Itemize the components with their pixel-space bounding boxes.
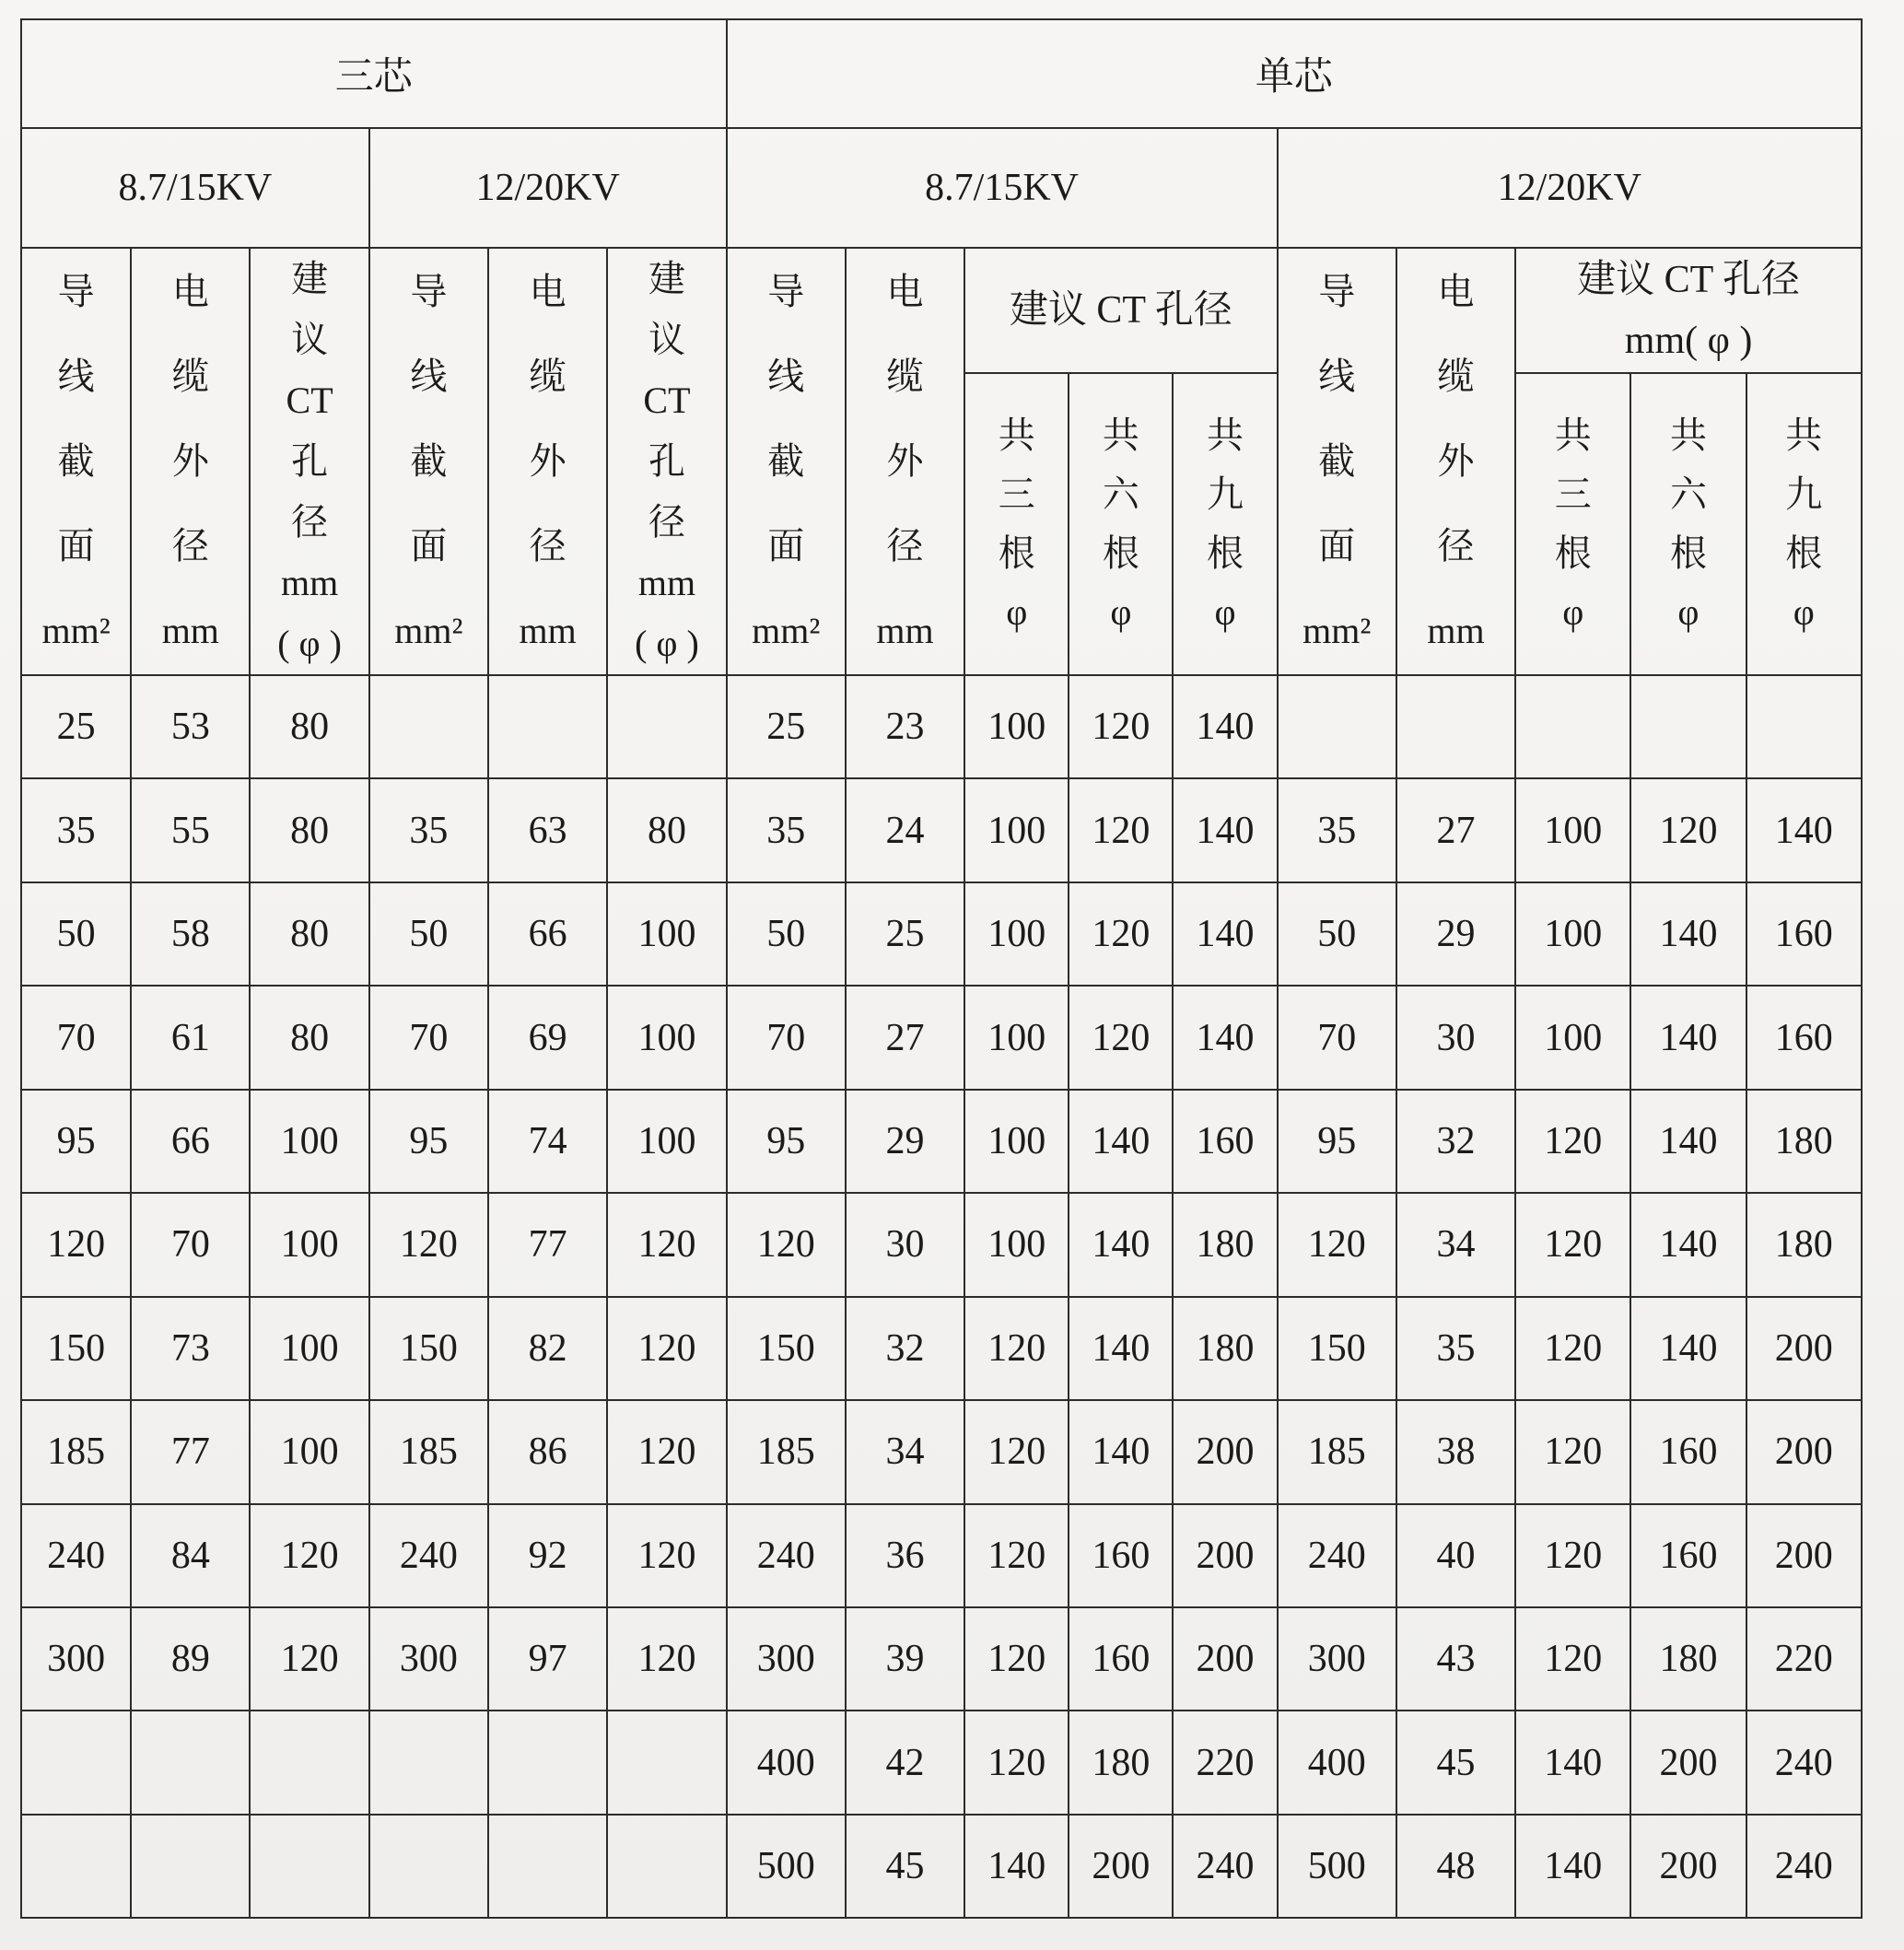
table-cell: [369, 1711, 488, 1814]
table-cell: 27: [1396, 778, 1515, 882]
table-cell: 140: [1069, 1090, 1173, 1193]
table-cell: 240: [369, 1504, 488, 1607]
table-cell: 30: [1396, 986, 1515, 1089]
ct-hole-header: 建 议 CT 孔 径 mm ( φ ): [250, 248, 368, 675]
table-cell: 100: [964, 1193, 1069, 1296]
table-cell: 120: [964, 1297, 1069, 1400]
table-row: [21, 778, 1862, 882]
table-cell: 100: [250, 1400, 368, 1503]
table-cell: 300: [369, 1607, 488, 1711]
table-cell: 55: [131, 778, 250, 882]
table-cell: 27: [846, 986, 964, 1089]
table-cell: 120: [21, 1193, 131, 1296]
nine-cables-header: 共 九 根 φ: [1746, 373, 1862, 675]
table-cell: 80: [607, 778, 726, 882]
conductor-section-header: 导 线 截 面 mm²: [369, 248, 488, 675]
table-row: [21, 986, 1862, 1089]
table-cell: [1278, 675, 1396, 778]
table-cell: [488, 1815, 607, 1918]
table-cell: 200: [1173, 1400, 1277, 1503]
table-cell: 240: [21, 1504, 131, 1607]
table-cell: [21, 1815, 131, 1918]
table-cell: 400: [1278, 1711, 1396, 1814]
table-cell: 100: [964, 675, 1069, 778]
table-cell: [1630, 675, 1746, 778]
table-cell: 150: [369, 1297, 488, 1400]
table-cell: 180: [1746, 1193, 1862, 1296]
table-cell: 53: [131, 675, 250, 778]
three-core-voltage-8-7-15kv: 8.7/15KV: [21, 128, 369, 248]
table-cell: 185: [369, 1400, 488, 1503]
table-cell: 120: [1069, 882, 1173, 986]
table-cell: 42: [846, 1711, 964, 1814]
table-cell: 120: [1515, 1607, 1630, 1711]
table-cell: [131, 1815, 250, 1918]
table-cell: 180: [1630, 1607, 1746, 1711]
table-cell: 39: [846, 1607, 964, 1711]
table-cell: 240: [1173, 1815, 1277, 1918]
table-cell: 120: [607, 1607, 726, 1711]
table-cell: 100: [1515, 882, 1630, 986]
table-cell: 200: [1630, 1815, 1746, 1918]
table-row: [21, 1297, 1862, 1400]
conductor-section-header: 导 线 截 面 mm²: [1278, 248, 1396, 675]
table-cell: 80: [250, 675, 368, 778]
table-cell: [488, 675, 607, 778]
table-cell: 48: [1396, 1815, 1515, 1918]
table-cell: 70: [369, 986, 488, 1089]
table-cell: 38: [1396, 1400, 1515, 1503]
table-cell: 140: [1069, 1297, 1173, 1400]
table-cell: 77: [131, 1400, 250, 1503]
table-cell: 77: [488, 1193, 607, 1296]
table-cell: 180: [1069, 1711, 1173, 1814]
table-cell: 66: [131, 1090, 250, 1193]
table-cell: 35: [369, 778, 488, 882]
table-cell: 200: [1746, 1504, 1862, 1607]
single-core-header: 单芯: [727, 19, 1862, 128]
table-cell: 80: [250, 986, 368, 1089]
table-cell: 185: [727, 1400, 846, 1503]
table-cell: 100: [964, 1090, 1069, 1193]
table-cell: 50: [1278, 882, 1396, 986]
table-cell: 34: [1396, 1193, 1515, 1296]
table-cell: 220: [1746, 1607, 1862, 1711]
table-cell: 240: [727, 1504, 846, 1607]
table-cell: [250, 1711, 368, 1814]
table-cell: 120: [607, 1297, 726, 1400]
table-cell: 120: [964, 1504, 1069, 1607]
table-cell: 70: [1278, 986, 1396, 1089]
table-cell: 140: [1630, 1090, 1746, 1193]
table-cell: 140: [1173, 778, 1277, 882]
table-cell: 200: [1069, 1815, 1173, 1918]
table-cell: 120: [1278, 1193, 1396, 1296]
table-cell: 140: [1630, 882, 1746, 986]
table-cell: 400: [727, 1711, 846, 1814]
table-cell: 150: [727, 1297, 846, 1400]
header-row-columns: [21, 248, 1862, 373]
table-cell: 160: [1630, 1504, 1746, 1607]
table-cell: 100: [250, 1090, 368, 1193]
table-cell: 150: [21, 1297, 131, 1400]
table-cell: 500: [1278, 1815, 1396, 1918]
three-cables-header: 共 三 根 φ: [964, 373, 1069, 675]
table-cell: 120: [964, 1711, 1069, 1814]
table-cell: 120: [964, 1607, 1069, 1711]
table-cell: 140: [1746, 778, 1862, 882]
table-cell: 120: [1515, 1504, 1630, 1607]
table-cell: 80: [250, 778, 368, 882]
table-body: [21, 675, 1862, 1918]
table-row: [21, 1504, 1862, 1607]
table-cell: [1396, 675, 1515, 778]
table-cell: 32: [1396, 1090, 1515, 1193]
table-cell: 32: [846, 1297, 964, 1400]
three-core-header: 三芯: [21, 19, 727, 128]
table-row: [21, 1400, 1862, 1503]
table-cell: 180: [1746, 1090, 1862, 1193]
table-cell: 50: [21, 882, 131, 986]
table-cell: 120: [1515, 1297, 1630, 1400]
table-cell: 120: [964, 1400, 1069, 1503]
table-cell: 95: [1278, 1090, 1396, 1193]
table-cell: 70: [131, 1193, 250, 1296]
table-cell: 97: [488, 1607, 607, 1711]
table-cell: 36: [846, 1504, 964, 1607]
table-cell: 120: [250, 1607, 368, 1711]
table-cell: 120: [1515, 1090, 1630, 1193]
table-cell: 140: [1630, 986, 1746, 1089]
table-cell: 82: [488, 1297, 607, 1400]
table-cell: 185: [1278, 1400, 1396, 1503]
table-cell: 100: [964, 778, 1069, 882]
table-cell: 35: [21, 778, 131, 882]
table-cell: 100: [964, 986, 1069, 1089]
table-cell: 100: [607, 882, 726, 986]
table-cell: 100: [250, 1193, 368, 1296]
table-cell: 240: [1746, 1815, 1862, 1918]
table-cell: 180: [1173, 1193, 1277, 1296]
cable-od-header: 电 缆 外 径 mm: [131, 248, 250, 675]
table-cell: 35: [727, 778, 846, 882]
table-cell: 43: [1396, 1607, 1515, 1711]
table-cell: 120: [727, 1193, 846, 1296]
conductor-section-header: 导 线 截 面 mm²: [727, 248, 846, 675]
table-cell: [607, 1711, 726, 1814]
table-cell: 50: [727, 882, 846, 986]
table-cell: 120: [369, 1193, 488, 1296]
cable-od-header: 电 缆 外 径 mm: [488, 248, 607, 675]
table-cell: [1515, 675, 1630, 778]
nine-cables-header: 共 九 根 φ: [1173, 373, 1277, 675]
table-cell: 140: [1630, 1297, 1746, 1400]
table-cell: 25: [21, 675, 131, 778]
table-row: [21, 1090, 1862, 1193]
table-cell: [369, 1815, 488, 1918]
table-cell: 220: [1173, 1711, 1277, 1814]
table-cell: 100: [1515, 778, 1630, 882]
table-cell: 240: [1278, 1504, 1396, 1607]
table-cell: 140: [1069, 1193, 1173, 1296]
table-cell: 70: [21, 986, 131, 1089]
table-cell: 35: [1278, 778, 1396, 882]
table-cell: 240: [1746, 1711, 1862, 1814]
table-cell: 84: [131, 1504, 250, 1607]
table-cell: 120: [607, 1193, 726, 1296]
table-row: [21, 882, 1862, 986]
table-row: [21, 1711, 1862, 1814]
table-cell: 69: [488, 986, 607, 1089]
table-cell: 160: [1173, 1090, 1277, 1193]
table-cell: 61: [131, 986, 250, 1089]
table-cell: 34: [846, 1400, 964, 1503]
table-cell: 120: [1069, 675, 1173, 778]
cable-od-header: 电 缆 外 径 mm: [846, 248, 964, 675]
table-cell: 120: [250, 1504, 368, 1607]
table-cell: 25: [846, 882, 964, 986]
table-cell: 29: [1396, 882, 1515, 986]
three-core-voltage-12-20kv: 12/20KV: [369, 128, 727, 248]
table-cell: [21, 1711, 131, 1814]
table-cell: 300: [727, 1607, 846, 1711]
six-cables-header: 共 六 根 φ: [1630, 373, 1746, 675]
table-cell: [607, 1815, 726, 1918]
table-cell: 74: [488, 1090, 607, 1193]
table-cell: 150: [1278, 1297, 1396, 1400]
table-cell: 58: [131, 882, 250, 986]
header-row-cores: [21, 19, 1862, 128]
table-cell: 29: [846, 1090, 964, 1193]
table-cell: 120: [1069, 778, 1173, 882]
ct-hole-group-header: 建议 CT 孔径: [964, 248, 1277, 373]
table-cell: [250, 1815, 368, 1918]
table-cell: 500: [727, 1815, 846, 1918]
table-cell: 120: [1515, 1193, 1630, 1296]
table-cell: 25: [727, 675, 846, 778]
six-cables-header: 共 六 根 φ: [1069, 373, 1173, 675]
single-core-voltage-12-20kv: 12/20KV: [1278, 128, 1862, 248]
cable-od-header: 电 缆 外 径 mm: [1396, 248, 1515, 675]
table-cell: 140: [964, 1815, 1069, 1918]
table-cell: 86: [488, 1400, 607, 1503]
table-cell: 92: [488, 1504, 607, 1607]
table-cell: 95: [727, 1090, 846, 1193]
table-cell: 100: [964, 882, 1069, 986]
table-cell: 200: [1746, 1297, 1862, 1400]
table-cell: 35: [1396, 1297, 1515, 1400]
ct-hole-header: 建 议 CT 孔 径 mm ( φ ): [607, 248, 726, 675]
table-cell: 140: [1515, 1711, 1630, 1814]
table-cell: 140: [1630, 1193, 1746, 1296]
table-cell: 140: [1069, 1400, 1173, 1503]
table-cell: 200: [1746, 1400, 1862, 1503]
table-cell: [131, 1711, 250, 1814]
table-cell: 300: [1278, 1607, 1396, 1711]
table-cell: 120: [607, 1400, 726, 1503]
table-cell: 140: [1173, 882, 1277, 986]
table-cell: 120: [1630, 778, 1746, 882]
header-row-voltage: [21, 128, 1862, 248]
table-cell: 200: [1630, 1711, 1746, 1814]
table-cell: 100: [250, 1297, 368, 1400]
table-cell: 160: [1630, 1400, 1746, 1503]
table-row: [21, 1193, 1862, 1296]
table-cell: 120: [1069, 986, 1173, 1089]
table-cell: 200: [1173, 1607, 1277, 1711]
table-cell: 100: [1515, 986, 1630, 1089]
table-cell: 95: [21, 1090, 131, 1193]
table-cell: 24: [846, 778, 964, 882]
table-cell: 50: [369, 882, 488, 986]
table-cell: 140: [1173, 675, 1277, 778]
table-cell: 120: [1515, 1400, 1630, 1503]
table-cell: 45: [846, 1815, 964, 1918]
single-core-voltage-8-7-15kv: 8.7/15KV: [727, 128, 1278, 248]
table-cell: [1746, 675, 1862, 778]
ct-hole-spec-table: [20, 18, 1863, 1919]
table-cell: 95: [369, 1090, 488, 1193]
three-cables-header: 共 三 根 φ: [1515, 373, 1630, 675]
ct-hole-group-header: 建议 CT 孔径 mm( φ ): [1515, 248, 1862, 373]
table-row: [21, 1815, 1862, 1918]
table-cell: 73: [131, 1297, 250, 1400]
table-cell: 120: [607, 1504, 726, 1607]
table-cell: 160: [1746, 882, 1862, 986]
table-cell: 300: [21, 1607, 131, 1711]
table-cell: 80: [250, 882, 368, 986]
table-cell: 180: [1173, 1297, 1277, 1400]
table-cell: 70: [727, 986, 846, 1089]
table-row: [21, 675, 1862, 778]
table-cell: 140: [1515, 1815, 1630, 1918]
table-cell: 100: [607, 986, 726, 1089]
table-cell: [369, 675, 488, 778]
table-cell: 66: [488, 882, 607, 986]
table-cell: 100: [607, 1090, 726, 1193]
conductor-section-header: 导 线 截 面 mm²: [21, 248, 131, 675]
table-cell: 200: [1173, 1504, 1277, 1607]
table-cell: 30: [846, 1193, 964, 1296]
table-cell: 160: [1069, 1607, 1173, 1711]
table-cell: 40: [1396, 1504, 1515, 1607]
table-cell: 45: [1396, 1711, 1515, 1814]
table-cell: 23: [846, 675, 964, 778]
table-cell: 63: [488, 778, 607, 882]
table-cell: [607, 675, 726, 778]
table-row: [21, 1607, 1862, 1711]
table-cell: 160: [1746, 986, 1862, 1089]
table-cell: 89: [131, 1607, 250, 1711]
table-cell: 140: [1173, 986, 1277, 1089]
table-cell: 160: [1069, 1504, 1173, 1607]
table-cell: 185: [21, 1400, 131, 1503]
table-cell: [488, 1711, 607, 1814]
